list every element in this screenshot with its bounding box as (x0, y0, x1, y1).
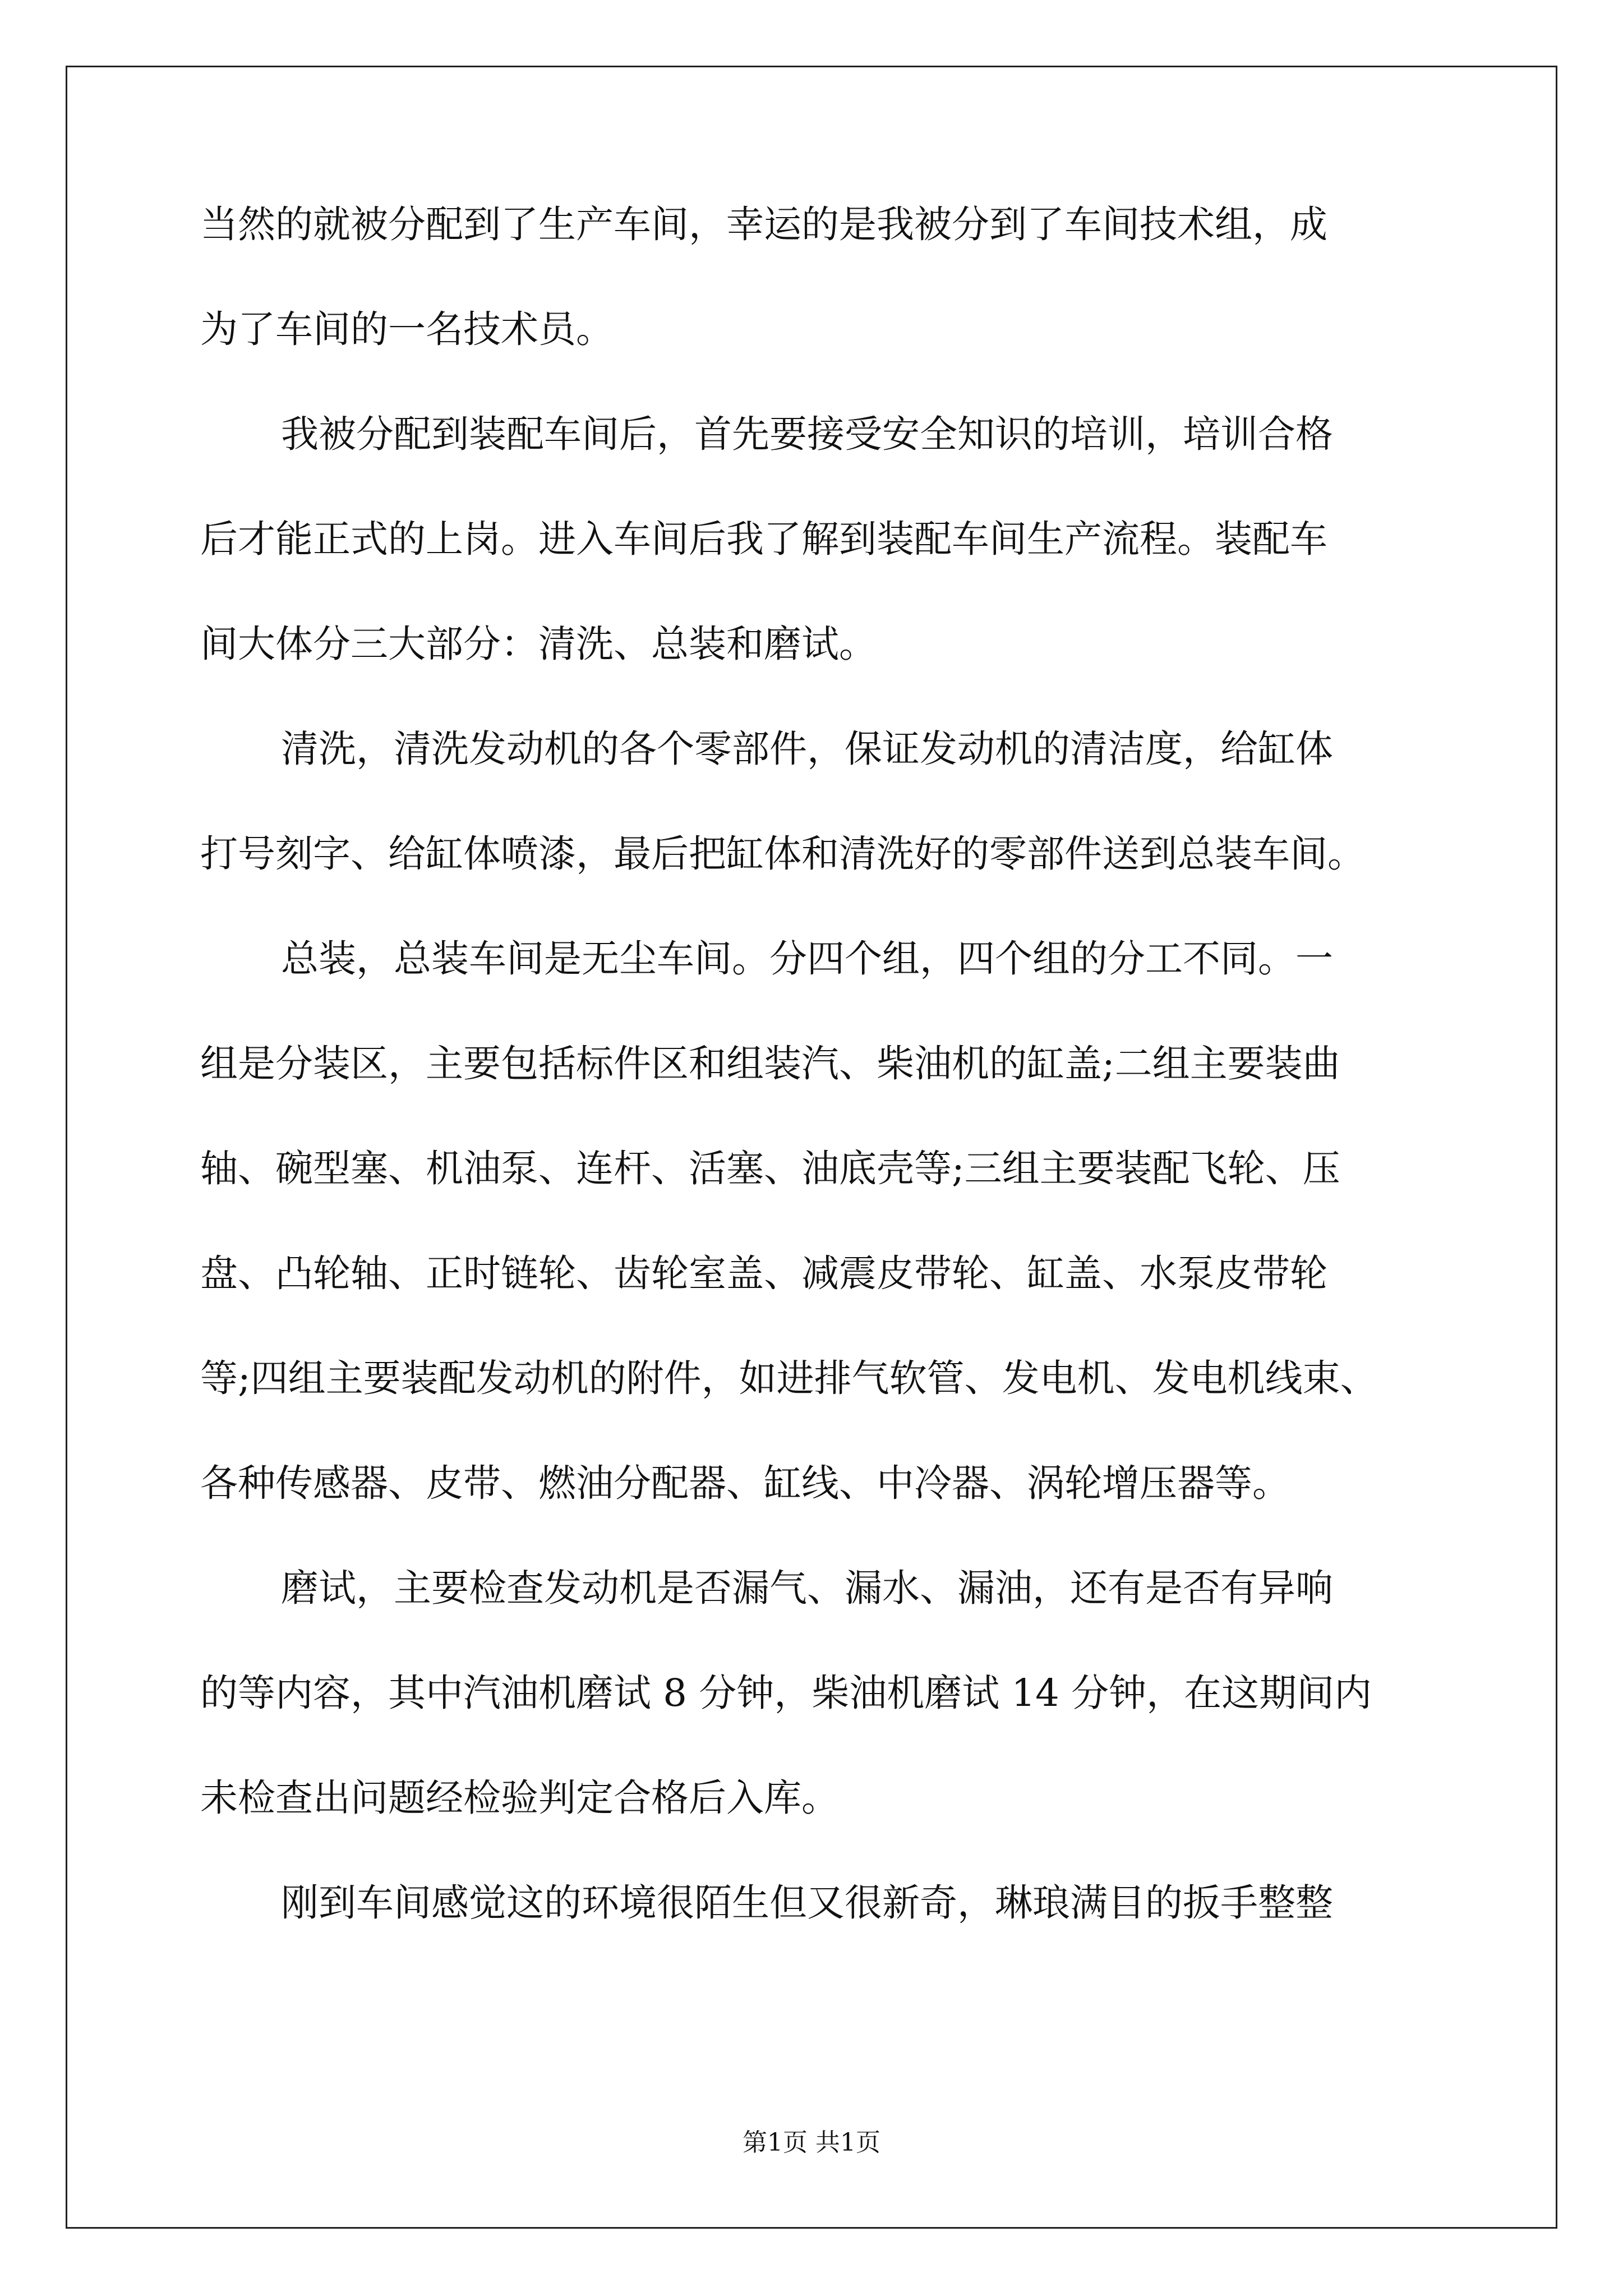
text-line: 当然的就被分配到了生产车间，幸运的是我被分到了车间技术组，成 (200, 203, 1327, 246)
paragraph-start-line: 刚到车间感觉这的环境很陌生但又很新奇，琳琅满目的扳手整整 (281, 1881, 1333, 1925)
text-line: 等;四组主要装配发动机的附件，如进排气软管、发电机、发电机线束、 (200, 1356, 1378, 1400)
text-line: 各种传感器、皮带、燃油分配器、缸线、中冷器、涡轮增压器等。 (200, 1461, 1290, 1505)
text-line: 的等内容，其中汽油机磨试 8 分钟，柴油机磨试 14 分钟，在这期间内 (200, 1671, 1372, 1715)
text-line: 盘、凸轮轴、正时链轮、齿轮室盖、减震皮带轮、缸盖、水泵皮带轮 (200, 1251, 1327, 1295)
text-line: 间大体分三大部分：清洗、总装和磨试。 (200, 622, 877, 666)
paragraph-start-line: 我被分配到装配车间后，首先要接受安全知识的培训，培训合格 (281, 412, 1333, 456)
text-line: 未检查出问题经检验判定合格后入库。 (200, 1776, 839, 1820)
text-line: 轴、碗型塞、机油泵、连杆、活塞、油底壳等;三组主要装配飞轮、压 (200, 1147, 1340, 1190)
text-line: 为了车间的一名技术员。 (200, 307, 614, 351)
page-footer: 第1页 共1页 (743, 2128, 880, 2157)
paragraph-start-line: 清洗，清洗发动机的各个零部件，保证发动机的清洁度，给缸体 (281, 727, 1333, 771)
text-line: 打号刻字、给缸体喷漆，最后把缸体和清洗好的零部件送到总装车间。 (200, 832, 1365, 876)
paragraph-start-line: 总装，总装车间是无尘车间。分四个组，四个组的分工不同。一 (281, 937, 1333, 981)
text-line: 后才能正式的上岗。进入车间后我了解到装配车间生产流程。装配车 (200, 517, 1327, 561)
paragraph-start-line: 磨试，主要检查发动机是否漏气、漏水、漏油，还有是否有异响 (281, 1566, 1333, 1610)
text-line: 组是分装区，主要包括标件区和组装汽、柴油机的缸盖;二组主要装曲 (200, 1042, 1340, 1085)
